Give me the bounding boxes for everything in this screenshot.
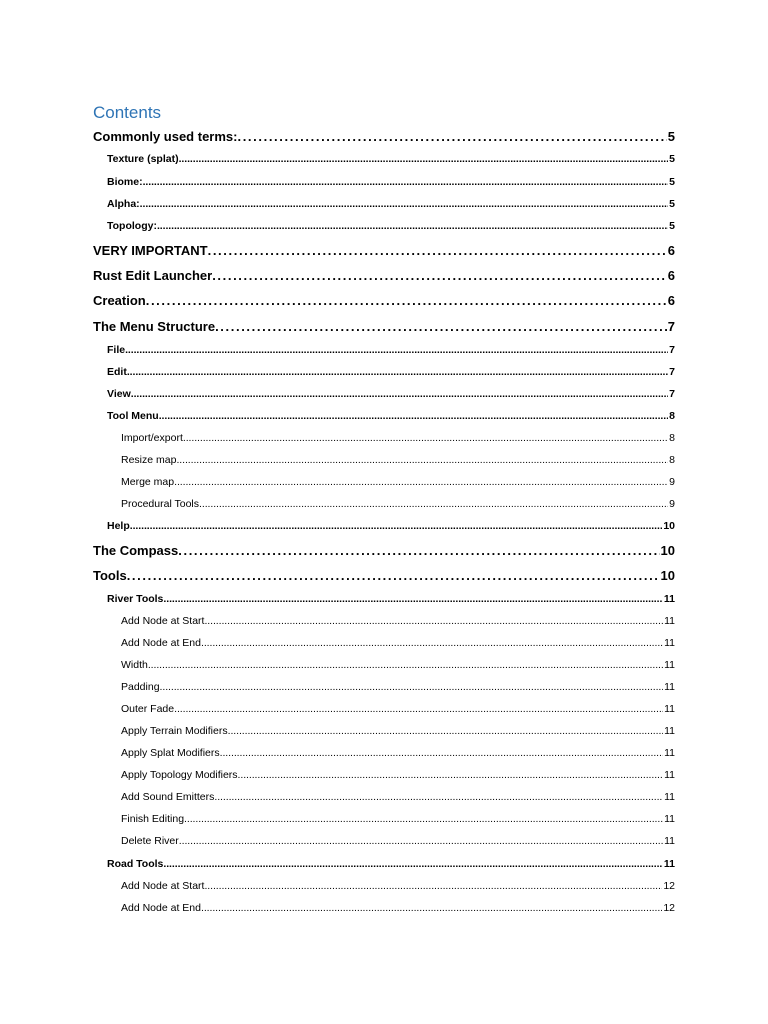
toc-entry[interactable] <box>107 387 675 402</box>
toc-leader-dots <box>163 592 662 607</box>
toc-entry-page-number: 11 <box>664 747 675 759</box>
toc-entry[interactable] <box>121 497 675 512</box>
toc-leader-dots <box>143 175 669 190</box>
toc-entry-label: Finish Editing <box>121 813 185 825</box>
toc-entry-label: Procedural Tools <box>121 498 200 510</box>
toc-leader-dots <box>214 790 663 805</box>
toc-entry-label: Merge map <box>121 476 175 488</box>
toc-entry-label: Outer Fade <box>121 703 175 715</box>
toc-entry[interactable] <box>121 812 675 827</box>
toc-leader-dots <box>220 746 663 761</box>
toc-entry-page-number: 7 <box>669 388 675 400</box>
toc-entry[interactable] <box>93 292 675 310</box>
toc-entry-label: Import/export <box>121 432 183 444</box>
toc-entry[interactable] <box>107 152 675 167</box>
toc-entry-page-number: 5 <box>667 129 675 144</box>
toc-entry-page-number: 6 <box>667 268 675 283</box>
toc-entry-page-number: 9 <box>669 476 675 488</box>
toc-entry[interactable] <box>107 197 675 212</box>
toc-entry-label: Commonly used terms: <box>93 129 238 144</box>
toc-entry-page-number: 11 <box>664 637 675 649</box>
toc-entry[interactable] <box>107 519 675 534</box>
toc-entry[interactable] <box>107 365 675 380</box>
toc-entry-label: Add Node at End <box>121 902 201 914</box>
toc-entry-label: The Compass <box>93 543 179 558</box>
toc-entry-page-number: 8 <box>669 432 675 444</box>
toc-entry[interactable] <box>121 680 675 695</box>
toc-entry-page-number: 5 <box>669 220 675 232</box>
toc-leader-dots <box>204 614 663 629</box>
toc-entry[interactable] <box>121 702 675 717</box>
toc-entry-page-number: 7 <box>669 344 675 356</box>
toc-entry-label: Road Tools <box>107 858 164 870</box>
toc-entry-label: Biome: <box>107 176 143 188</box>
toc-entry-page-number: 12 <box>663 880 675 892</box>
toc-entry[interactable] <box>107 409 675 424</box>
toc-entry[interactable] <box>121 431 675 446</box>
toc-leader-dots <box>201 901 662 916</box>
toc-leader-dots <box>208 242 667 260</box>
toc-entry[interactable] <box>107 219 675 234</box>
toc-leader-dots <box>212 267 667 285</box>
toc-entry-label: Apply Topology Modifiers <box>121 769 238 781</box>
toc-entry-page-number: 11 <box>664 681 675 693</box>
toc-entry-page-number: 6 <box>667 243 675 258</box>
toc-entry-label: Add Node at End <box>121 637 201 649</box>
toc-entry-label: Apply Splat Modifiers <box>121 747 220 759</box>
toc-entry-label: File <box>107 344 126 356</box>
toc-entry-page-number: 7 <box>667 319 675 334</box>
toc-leader-dots <box>159 409 668 424</box>
toc-leader-dots <box>125 343 668 358</box>
toc-entry-label: Apply Terrain Modifiers <box>121 725 228 737</box>
toc-entry[interactable] <box>121 475 675 490</box>
toc-entry[interactable] <box>121 879 675 894</box>
toc-entry[interactable] <box>121 790 675 805</box>
toc-leader-dots <box>131 387 668 402</box>
toc-entry[interactable] <box>121 901 675 916</box>
toc-entry-label: Add Node at Start <box>121 615 205 627</box>
toc-entry-page-number: 11 <box>664 791 675 803</box>
toc-entry-label: Rust Edit Launcher <box>93 268 213 283</box>
toc-entry-page-number: 12 <box>663 902 675 914</box>
toc-leader-dots <box>160 680 664 695</box>
toc-entry[interactable] <box>107 857 675 872</box>
toc-entry[interactable] <box>93 242 675 260</box>
toc-entry-page-number: 5 <box>669 153 675 165</box>
toc-entry[interactable] <box>121 636 675 651</box>
toc-entry-page-number: 9 <box>669 498 675 510</box>
toc-leader-dots <box>157 219 668 234</box>
toc-entry-page-number: 11 <box>664 813 675 825</box>
toc-entry-page-number: 7 <box>669 366 675 378</box>
toc-entry-label: Tool Menu <box>107 410 159 422</box>
toc-entry-page-number: 10 <box>663 520 675 532</box>
toc-entry[interactable] <box>121 768 675 783</box>
toc-entry-label: Alpha: <box>107 198 140 210</box>
toc-entry[interactable] <box>121 834 675 849</box>
toc-entry-page-number: 11 <box>664 703 675 715</box>
toc-leader-dots <box>178 542 659 560</box>
toc-entry-page-number: 11 <box>664 725 675 737</box>
toc-entry-label: Texture (splat) <box>107 153 179 165</box>
toc-entry[interactable] <box>121 746 675 761</box>
toc-leader-dots <box>148 658 663 673</box>
toc-entry-page-number: 11 <box>664 659 675 671</box>
toc-entry-label: Topology: <box>107 220 157 232</box>
toc-entry-page-number: 6 <box>667 293 675 308</box>
toc-entry-label: Add Node at Start <box>121 880 205 892</box>
toc-entry[interactable] <box>93 567 675 585</box>
toc-leader-dots <box>146 292 667 310</box>
toc-entry-label: Tools <box>93 568 127 583</box>
toc-entry-label: Creation <box>93 293 146 308</box>
toc-entry-page-number: 10 <box>660 543 675 558</box>
toc-entry[interactable] <box>121 614 675 629</box>
toc-entry[interactable] <box>107 592 675 607</box>
toc-leader-dots <box>127 365 668 380</box>
toc-entry-page-number: 11 <box>663 593 675 605</box>
toc-entry[interactable] <box>93 318 675 336</box>
toc-entry-label: The Menu Structure <box>93 319 216 334</box>
toc-leader-dots <box>228 724 663 739</box>
toc-leader-dots <box>184 812 663 827</box>
toc-leader-dots <box>140 197 668 212</box>
toc-entry-label: River Tools <box>107 593 164 605</box>
toc-entry-page-number: 11 <box>664 835 675 847</box>
toc-leader-dots <box>179 834 663 849</box>
toc-entry-label: View <box>107 388 131 400</box>
toc-leader-dots <box>183 431 668 446</box>
toc-leader-dots <box>238 768 664 783</box>
toc-leader-dots <box>130 519 663 534</box>
toc-entry-page-number: 11 <box>664 769 675 781</box>
toc-entry-page-number: 11 <box>663 858 675 870</box>
toc-leader-dots <box>215 318 667 336</box>
toc-entry-label: Delete River <box>121 835 179 847</box>
toc-entry-page-number: 11 <box>664 615 675 627</box>
toc-entry-label: Edit <box>107 366 127 378</box>
toc-leader-dots <box>127 567 660 585</box>
toc-entry-page-number: 5 <box>669 198 675 210</box>
toc-leader-dots <box>179 152 669 167</box>
toc-entry[interactable] <box>107 343 675 358</box>
toc-entry-label: Padding <box>121 681 160 693</box>
toc-entry[interactable] <box>121 724 675 739</box>
toc-entry-label: Resize map <box>121 454 177 466</box>
toc-entry-label: Width <box>121 659 148 671</box>
toc-entry-label: Help <box>107 520 130 532</box>
toc-entry-page-number: 5 <box>669 176 675 188</box>
toc-entry[interactable] <box>107 175 675 190</box>
toc-leader-dots <box>163 857 663 872</box>
toc-entry-page-number: 8 <box>669 410 675 422</box>
toc-leader-dots <box>174 702 663 717</box>
toc-entry-label: VERY IMPORTANT <box>93 243 208 258</box>
toc-leader-dots <box>199 497 668 512</box>
toc-entry[interactable] <box>121 453 675 468</box>
toc-leader-dots <box>174 475 668 490</box>
toc-entry-page-number: 8 <box>669 454 675 466</box>
toc-entry[interactable] <box>93 542 675 560</box>
toc-title: Contents <box>93 103 162 122</box>
toc-leader-dots <box>204 879 662 894</box>
toc-entry[interactable] <box>93 128 675 146</box>
toc-entry-label: Add Sound Emitters <box>121 791 215 803</box>
toc-entry[interactable] <box>93 267 675 285</box>
toc-leader-dots <box>237 128 666 146</box>
toc-entry-page-number: 10 <box>660 568 675 583</box>
toc-leader-dots <box>176 453 668 468</box>
toc-leader-dots <box>201 636 663 651</box>
toc-entry[interactable] <box>121 658 675 673</box>
